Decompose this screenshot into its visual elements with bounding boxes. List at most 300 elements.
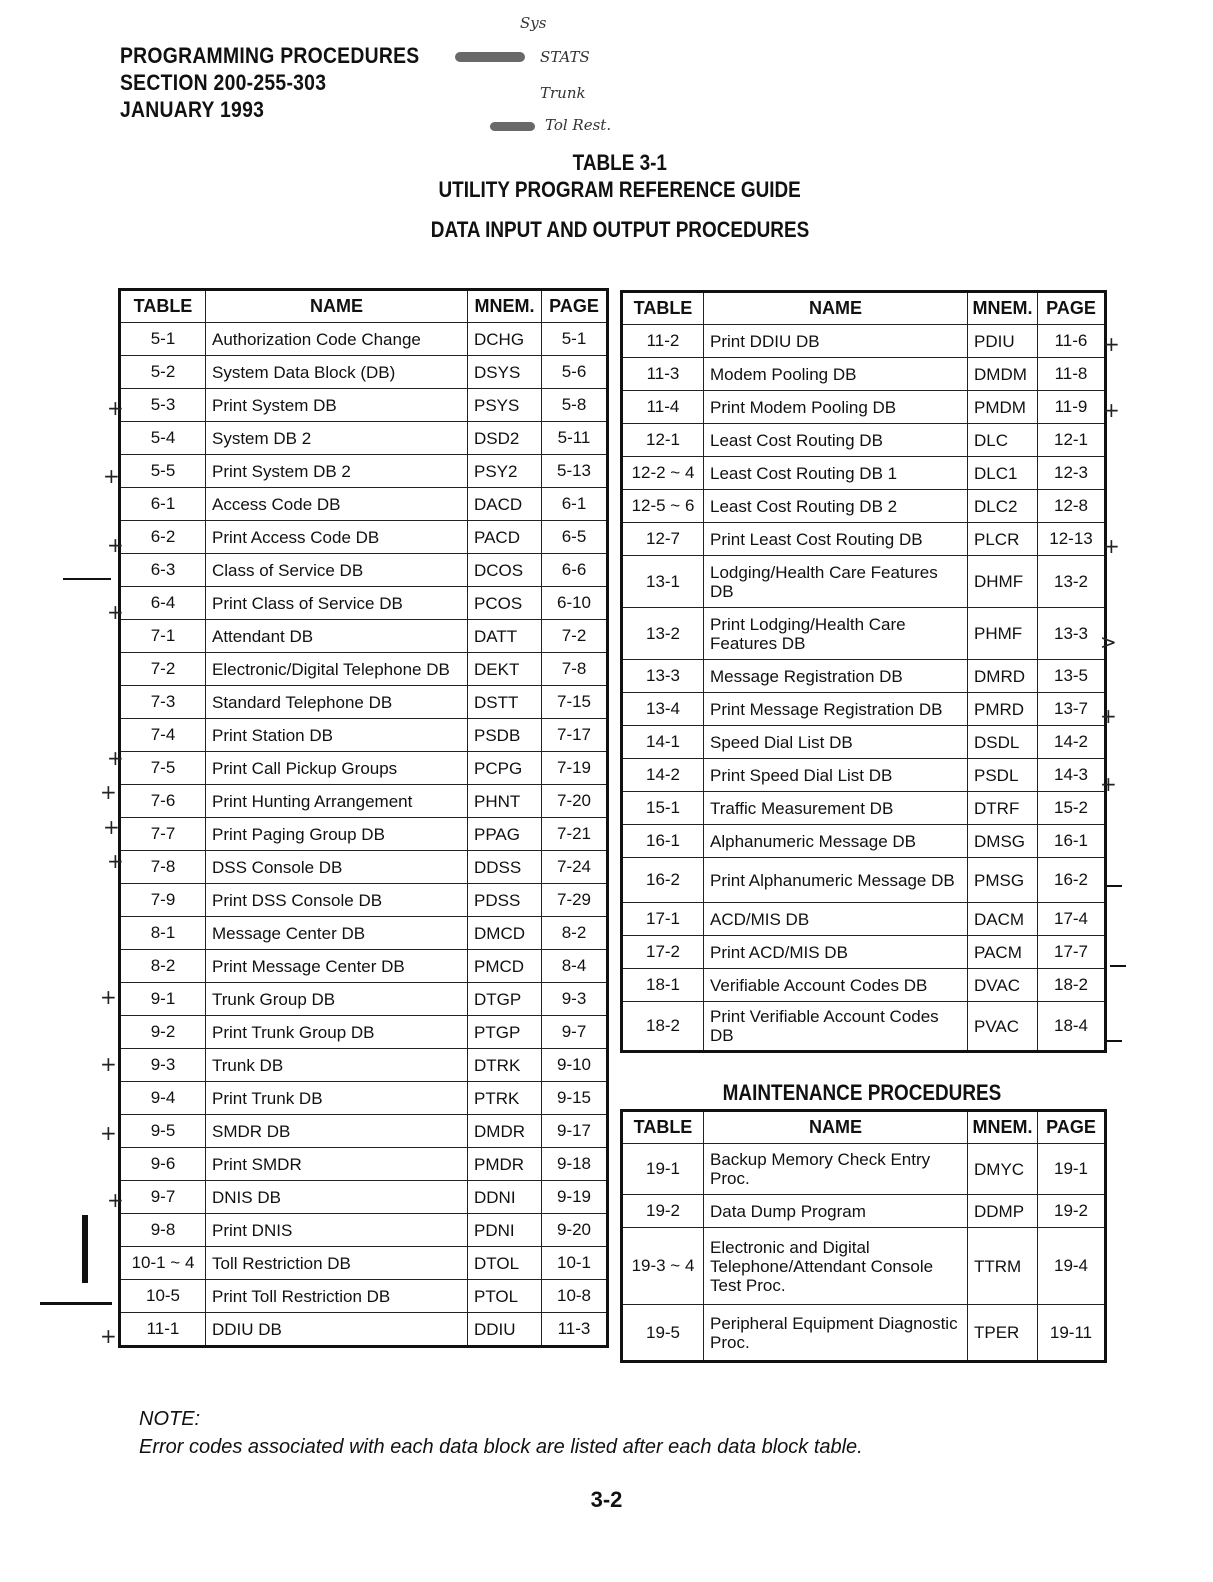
cell-page: 6-1	[542, 488, 608, 521]
cell-name: Least Cost Routing DB 1	[704, 457, 968, 490]
margin-tick-mark: +	[103, 815, 120, 839]
cell-table: 7-9	[120, 884, 206, 917]
cell-name: Print Trunk DB	[206, 1082, 468, 1115]
table-row	[120, 1181, 608, 1214]
cell-table: 5-2	[120, 356, 206, 389]
cell-table: 10-1 ~ 4	[120, 1247, 206, 1280]
table-row	[622, 424, 1106, 457]
cell-mnem: PSYS	[468, 389, 542, 422]
cell-mnem: PMSG	[968, 858, 1038, 903]
cell-mnem: DLC	[968, 424, 1038, 457]
cell-table: 19-2	[622, 1195, 704, 1228]
table-row	[120, 1313, 608, 1347]
cell-name: Print System DB 2	[206, 455, 468, 488]
cell-name: Print DDIU DB	[704, 325, 968, 358]
cell-name: Print Message Center DB	[206, 950, 468, 983]
cell-mnem: DEKT	[468, 653, 542, 686]
table-row	[622, 1228, 1106, 1305]
margin-tick-mark: +	[103, 464, 120, 488]
margin-tick-mark: +	[1103, 332, 1120, 356]
cell-table: 9-3	[120, 1049, 206, 1082]
cell-page: 14-2	[1038, 726, 1106, 759]
cell-page: 10-1	[542, 1247, 608, 1280]
maintenance-title: MAINTENANCE PROCEDURES	[722, 1080, 1002, 1105]
cell-table: 15-1	[622, 792, 704, 825]
cell-table: 6-3	[120, 554, 206, 587]
column-header-page: PAGE	[542, 290, 608, 323]
cell-page: 5-11	[542, 422, 608, 455]
cell-name: Modem Pooling DB	[704, 358, 968, 391]
margin-tick-mark: +	[1103, 398, 1120, 422]
table-row	[120, 521, 608, 554]
table-row	[120, 983, 608, 1016]
cell-page: 9-7	[542, 1016, 608, 1049]
margin-tick-mark: +	[107, 1188, 124, 1212]
table-row	[120, 719, 608, 752]
cell-page: 7-17	[542, 719, 608, 752]
cell-page: 5-13	[542, 455, 608, 488]
table-row	[622, 792, 1106, 825]
cell-mnem: DSDL	[968, 726, 1038, 759]
column-header-mnem: MNEM.	[468, 290, 542, 323]
margin-tick-mark: +	[107, 746, 124, 770]
section-title: DATA INPUT AND OUTPUT PROCEDURES	[430, 217, 810, 242]
cell-table: 16-1	[622, 825, 704, 858]
cell-name: Lodging/Health Care Features DB	[704, 556, 968, 608]
table-row	[622, 556, 1106, 608]
cell-page: 9-10	[542, 1049, 608, 1082]
table-row	[120, 323, 608, 356]
cell-page: 15-2	[1038, 792, 1106, 825]
cell-table: 12-5 ~ 6	[622, 490, 704, 523]
cell-page: 13-3	[1038, 608, 1106, 660]
column-header-mnem: MNEM.	[968, 292, 1038, 325]
scribble-mark	[490, 122, 535, 131]
cell-mnem: PTOL	[468, 1280, 542, 1313]
cell-name: Speed Dial List DB	[704, 726, 968, 759]
column-header-name: NAME	[704, 1111, 968, 1144]
table-row	[622, 903, 1106, 936]
cell-mnem: DCHG	[468, 323, 542, 356]
handwritten-note-trunk: Trunk	[540, 84, 586, 102]
cell-mnem: DMDR	[468, 1115, 542, 1148]
cell-mnem: PDNI	[468, 1214, 542, 1247]
margin-tick-mark: +	[107, 849, 124, 873]
table-row	[120, 1280, 608, 1313]
cell-mnem: PHNT	[468, 785, 542, 818]
cell-table: 17-2	[622, 936, 704, 969]
cell-mnem: PMDM	[968, 391, 1038, 424]
cell-table: 9-8	[120, 1214, 206, 1247]
data-io-table-right	[620, 290, 1107, 1053]
cell-mnem: DACM	[968, 903, 1038, 936]
column-header-table: TABLE	[622, 1111, 704, 1144]
cell-page: 9-18	[542, 1148, 608, 1181]
table-row	[622, 1002, 1106, 1052]
cell-page: 9-3	[542, 983, 608, 1016]
cell-table: 17-1	[622, 903, 704, 936]
cell-name: Electronic and Digital Telephone/Attendant Console Test Proc.	[704, 1228, 968, 1305]
table-row	[120, 488, 608, 521]
table-row	[622, 1195, 1106, 1228]
table-row	[622, 726, 1106, 759]
margin-tick-mark: +	[100, 1324, 117, 1348]
table-row	[120, 785, 608, 818]
cell-page: 9-19	[542, 1181, 608, 1214]
cell-name: Print Station DB	[206, 719, 468, 752]
cell-page: 7-20	[542, 785, 608, 818]
cell-name: Print DNIS	[206, 1214, 468, 1247]
cell-name: Print DSS Console DB	[206, 884, 468, 917]
cell-page: 17-7	[1038, 936, 1106, 969]
cell-table: 11-2	[622, 325, 704, 358]
cell-name: Print Call Pickup Groups	[206, 752, 468, 785]
cell-mnem: DMRD	[968, 660, 1038, 693]
table-row	[622, 358, 1106, 391]
cell-page: 8-2	[542, 917, 608, 950]
page-number: 3-2	[590, 1487, 623, 1512]
cell-name: Print Modem Pooling DB	[704, 391, 968, 424]
cell-mnem: DTGP	[468, 983, 542, 1016]
cell-table: 18-2	[622, 1002, 704, 1052]
cell-name: System DB 2	[206, 422, 468, 455]
table-row	[622, 660, 1106, 693]
cell-mnem: DCOS	[468, 554, 542, 587]
cell-mnem: PMCD	[468, 950, 542, 983]
cell-mnem: DMCD	[468, 917, 542, 950]
cell-mnem: PTGP	[468, 1016, 542, 1049]
cell-name: Print SMDR	[206, 1148, 468, 1181]
margin-tick-mark: +	[107, 600, 124, 624]
column-header-page: PAGE	[1038, 1111, 1106, 1144]
table-row	[622, 490, 1106, 523]
cell-page: 9-15	[542, 1082, 608, 1115]
margin-tick-mark: +	[100, 985, 117, 1009]
cell-page: 11-9	[1038, 391, 1106, 424]
cell-table: 14-2	[622, 759, 704, 792]
margin-tick-mark: +	[1100, 772, 1117, 796]
cell-table: 8-2	[120, 950, 206, 983]
table-row	[120, 1247, 608, 1280]
table-row	[120, 1148, 608, 1181]
cell-page: 11-3	[542, 1313, 608, 1347]
cell-table: 18-1	[622, 969, 704, 1002]
table-row	[120, 653, 608, 686]
cell-mnem: PACM	[968, 936, 1038, 969]
cell-mnem: DHMF	[968, 556, 1038, 608]
cell-table: 5-1	[120, 323, 206, 356]
cell-name: Print System DB	[206, 389, 468, 422]
cell-name: Peripheral Equipment Diagnostic Proc.	[704, 1305, 968, 1362]
cell-page: 8-4	[542, 950, 608, 983]
margin-tick-mark: +	[100, 1052, 117, 1076]
cell-name: Alphanumeric Message DB	[704, 825, 968, 858]
cell-page: 7-8	[542, 653, 608, 686]
column-header-mnem: MNEM.	[968, 1111, 1038, 1144]
cell-mnem: PCOS	[468, 587, 542, 620]
cell-mnem: PVAC	[968, 1002, 1038, 1052]
cell-table: 12-7	[622, 523, 704, 556]
cell-page: 12-13	[1038, 523, 1106, 556]
table-row	[622, 391, 1106, 424]
cell-page: 14-3	[1038, 759, 1106, 792]
cell-mnem: DLC1	[968, 457, 1038, 490]
maintenance-table	[620, 1109, 1107, 1363]
cell-name: Print Access Code DB	[206, 521, 468, 554]
header-title: PROGRAMMING PROCEDURES	[120, 43, 420, 68]
handwritten-note-tol: Tol Rest.	[545, 116, 612, 134]
cell-table: 9-5	[120, 1115, 206, 1148]
cell-name: ACD/MIS DB	[704, 903, 968, 936]
table-row	[120, 1115, 608, 1148]
table-row	[120, 554, 608, 587]
document-header	[120, 42, 419, 123]
table-row	[120, 752, 608, 785]
cell-name: SMDR DB	[206, 1115, 468, 1148]
cell-table: 9-1	[120, 983, 206, 1016]
cell-mnem: DTRF	[968, 792, 1038, 825]
cell-mnem: DDNI	[468, 1181, 542, 1214]
margin-tick-mark: +	[1100, 704, 1117, 728]
cell-name: Attendant DB	[206, 620, 468, 653]
cell-page: 7-21	[542, 818, 608, 851]
cell-table: 6-2	[120, 521, 206, 554]
column-header-name: NAME	[704, 292, 968, 325]
cell-mnem: DDSS	[468, 851, 542, 884]
cell-mnem: DDMP	[968, 1195, 1038, 1228]
cell-table: 7-4	[120, 719, 206, 752]
cell-name: Verifiable Account Codes DB	[704, 969, 968, 1002]
column-header-table: TABLE	[622, 292, 704, 325]
table-name: UTILITY PROGRAM REFERENCE GUIDE	[438, 177, 802, 202]
header-date: JANUARY 1993	[120, 97, 265, 122]
cell-page: 19-4	[1038, 1228, 1106, 1305]
cell-mnem: DMSG	[968, 825, 1038, 858]
table-row	[622, 858, 1106, 903]
cell-table: 11-3	[622, 358, 704, 391]
column-header-page: PAGE	[1038, 292, 1106, 325]
cell-table: 6-4	[120, 587, 206, 620]
column-header-table: TABLE	[120, 290, 206, 323]
cell-name: Data Dump Program	[704, 1195, 968, 1228]
cell-table: 11-1	[120, 1313, 206, 1347]
cell-table: 5-5	[120, 455, 206, 488]
cell-table: 12-2 ~ 4	[622, 457, 704, 490]
cell-page: 19-11	[1038, 1305, 1106, 1362]
cell-table: 9-4	[120, 1082, 206, 1115]
scribble-mark	[455, 52, 525, 62]
table-row	[622, 1144, 1106, 1195]
cell-page: 5-6	[542, 356, 608, 389]
table-row	[120, 356, 608, 389]
cell-mnem: PSY2	[468, 455, 542, 488]
cell-page: 12-8	[1038, 490, 1106, 523]
cell-mnem: DLC2	[968, 490, 1038, 523]
table-row	[120, 884, 608, 917]
data-io-table-left	[118, 288, 609, 1348]
cell-page: 7-19	[542, 752, 608, 785]
cell-mnem: TTRM	[968, 1228, 1038, 1305]
cell-page: 7-24	[542, 851, 608, 884]
cell-mnem: DDIU	[468, 1313, 542, 1347]
cell-mnem: PSDB	[468, 719, 542, 752]
cell-page: 9-17	[542, 1115, 608, 1148]
cell-name: Print Alphanumeric Message DB	[704, 858, 968, 903]
cell-name: Electronic/Digital Telephone DB	[206, 653, 468, 686]
cell-mnem: DSTT	[468, 686, 542, 719]
table-row	[622, 969, 1106, 1002]
cell-name: Least Cost Routing DB 2	[704, 490, 968, 523]
cell-mnem: DVAC	[968, 969, 1038, 1002]
cell-name: Print Hunting Arrangement	[206, 785, 468, 818]
cell-page: 19-2	[1038, 1195, 1106, 1228]
table-row	[120, 455, 608, 488]
cell-name: Print Toll Restriction DB	[206, 1280, 468, 1313]
cell-name: Print Speed Dial List DB	[704, 759, 968, 792]
cell-page: 19-1	[1038, 1144, 1106, 1195]
cell-name: Backup Memory Check Entry Proc.	[704, 1144, 968, 1195]
cell-table: 7-7	[120, 818, 206, 851]
cell-mnem: PHMF	[968, 608, 1038, 660]
cell-table: 13-2	[622, 608, 704, 660]
cell-table: 9-7	[120, 1181, 206, 1214]
cell-name: Trunk Group DB	[206, 983, 468, 1016]
cell-table: 16-2	[622, 858, 704, 903]
table-row	[120, 917, 608, 950]
cell-table: 5-3	[120, 389, 206, 422]
table-row	[622, 523, 1106, 556]
table-row	[120, 1082, 608, 1115]
cell-page: 13-7	[1038, 693, 1106, 726]
margin-dash-mark	[1110, 965, 1126, 967]
cell-name: Standard Telephone DB	[206, 686, 468, 719]
cell-table: 8-1	[120, 917, 206, 950]
cell-name: System Data Block (DB)	[206, 356, 468, 389]
table-row	[622, 825, 1106, 858]
table-row	[622, 693, 1106, 726]
table-row	[120, 950, 608, 983]
cell-page: 10-8	[542, 1280, 608, 1313]
cell-mnem: PLCR	[968, 523, 1038, 556]
cell-name: Traffic Measurement DB	[704, 792, 968, 825]
cell-page: 7-29	[542, 884, 608, 917]
cell-page: 6-5	[542, 521, 608, 554]
cell-page: 7-15	[542, 686, 608, 719]
cell-name: DNIS DB	[206, 1181, 468, 1214]
margin-tick-mark: >	[1100, 630, 1117, 654]
cell-page: 18-2	[1038, 969, 1106, 1002]
cell-name: Print Message Registration DB	[704, 693, 968, 726]
cell-name: DDIU DB	[206, 1313, 468, 1347]
cell-name: Least Cost Routing DB	[704, 424, 968, 457]
cell-mnem: DACD	[468, 488, 542, 521]
cell-table: 19-1	[622, 1144, 704, 1195]
cell-page: 6-10	[542, 587, 608, 620]
table-row	[120, 1016, 608, 1049]
margin-dash-mark	[40, 1302, 112, 1305]
cell-mnem: PMRD	[968, 693, 1038, 726]
table-row	[622, 608, 1106, 660]
cell-mnem: PTRK	[468, 1082, 542, 1115]
cell-name: DSS Console DB	[206, 851, 468, 884]
cell-name: Message Registration DB	[704, 660, 968, 693]
cell-table: 9-6	[120, 1148, 206, 1181]
table-row	[622, 1305, 1106, 1362]
cell-page: 7-2	[542, 620, 608, 653]
cell-table: 7-8	[120, 851, 206, 884]
cell-table: 7-5	[120, 752, 206, 785]
cell-page: 13-5	[1038, 660, 1106, 693]
cell-mnem: DATT	[468, 620, 542, 653]
table-row	[622, 759, 1106, 792]
cell-table: 14-1	[622, 726, 704, 759]
cell-table: 7-3	[120, 686, 206, 719]
cell-table: 9-2	[120, 1016, 206, 1049]
cell-table: 19-5	[622, 1305, 704, 1362]
cell-table: 7-2	[120, 653, 206, 686]
cell-mnem: PDSS	[468, 884, 542, 917]
cell-table: 13-1	[622, 556, 704, 608]
cell-mnem: PMDR	[468, 1148, 542, 1181]
cell-mnem: DSYS	[468, 356, 542, 389]
table-row	[120, 1049, 608, 1082]
table-row	[120, 851, 608, 884]
cell-name: Authorization Code Change	[206, 323, 468, 356]
note-block	[139, 1405, 863, 1461]
margin-tick-mark: +	[100, 1121, 117, 1145]
table-row	[120, 1214, 608, 1247]
cell-page: 16-2	[1038, 858, 1106, 903]
cell-mnem: DTRK	[468, 1049, 542, 1082]
cell-page: 5-1	[542, 323, 608, 356]
cell-name: Print Class of Service DB	[206, 587, 468, 620]
cell-page: 12-3	[1038, 457, 1106, 490]
margin-tick-mark: +	[100, 780, 117, 804]
table-row	[622, 936, 1106, 969]
table-row	[622, 457, 1106, 490]
cell-page: 9-20	[542, 1214, 608, 1247]
cell-mnem: DMYC	[968, 1144, 1038, 1195]
table-row	[120, 686, 608, 719]
cell-page: 11-8	[1038, 358, 1106, 391]
cell-name: Trunk DB	[206, 1049, 468, 1082]
cell-name: Print Lodging/Health Care Features DB	[704, 608, 968, 660]
note-label: NOTE:	[139, 1408, 201, 1430]
cell-name: Print ACD/MIS DB	[704, 936, 968, 969]
cell-table: 7-1	[120, 620, 206, 653]
table-row	[120, 818, 608, 851]
table-row	[120, 587, 608, 620]
cell-mnem: PCPG	[468, 752, 542, 785]
cell-name: Print Verifiable Account Codes DB	[704, 1002, 968, 1052]
cell-name: Print Least Cost Routing DB	[704, 523, 968, 556]
cell-name: Access Code DB	[206, 488, 468, 521]
cell-name: Message Center DB	[206, 917, 468, 950]
cell-mnem: PDIU	[968, 325, 1038, 358]
cell-page: 12-1	[1038, 424, 1106, 457]
margin-tick-mark: +	[107, 533, 124, 557]
cell-table: 7-6	[120, 785, 206, 818]
cell-table: 13-3	[622, 660, 704, 693]
note-text: Error codes associated with each data block are listed after each data block table.	[139, 1436, 863, 1458]
cell-table: 6-1	[120, 488, 206, 521]
column-header-name: NAME	[206, 290, 468, 323]
margin-dash-mark	[1106, 885, 1122, 887]
table-row	[120, 620, 608, 653]
cell-table: 12-1	[622, 424, 704, 457]
cell-mnem: PACD	[468, 521, 542, 554]
cell-table: 19-3 ~ 4	[622, 1228, 704, 1305]
